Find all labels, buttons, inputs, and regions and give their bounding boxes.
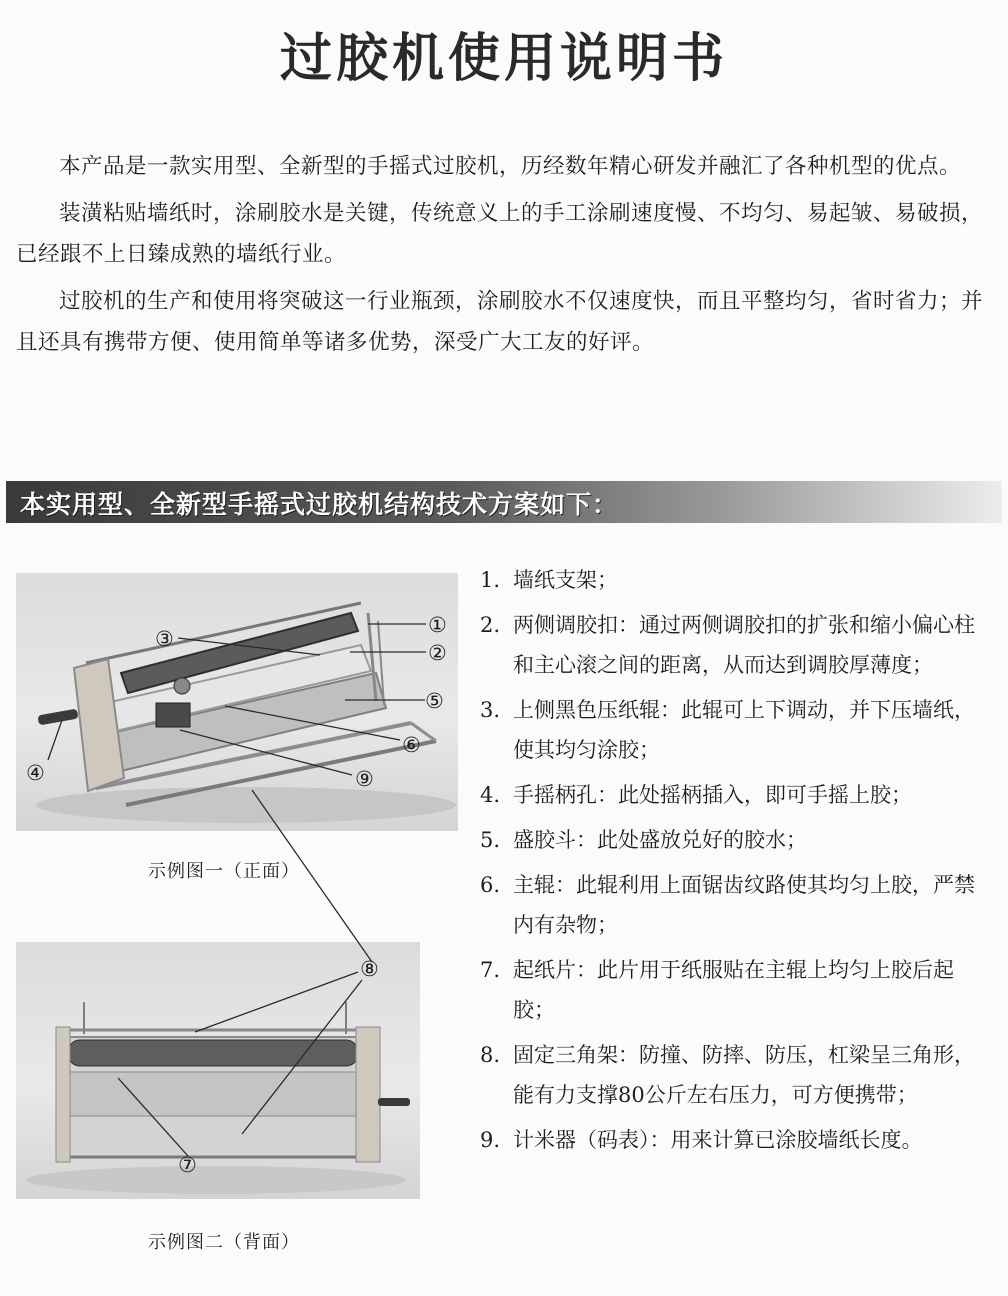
back-view-caption: 示例图二（背面） <box>148 1232 300 1253</box>
part-item <box>480 560 992 600</box>
part-item <box>480 820 992 860</box>
part-number: 3. <box>480 698 501 722</box>
part-item <box>480 690 992 770</box>
part-text: 手摇柄孔：此处摇柄插入，即可手摇上胶； <box>513 783 912 807</box>
part-text: 计米器（码表）：用来计算已涂胶墙纸长度。 <box>513 1128 923 1152</box>
part-text: 上侧黑色压纸辊：此辊可上下调动，并下压墙纸，使其均匀涂胶； <box>513 698 975 762</box>
part-item <box>480 1120 992 1160</box>
callout-marker: ⑧ <box>360 957 379 981</box>
parts-list <box>480 560 992 1165</box>
intro-paragraph: 过胶机的生产和使用将突破这一行业瓶颈，涂刷胶水不仅速度快，而且平整均匀，省时省力；并且还具有携带方便、使用简单等诸多优势，深受广大工友的好评。 <box>16 289 984 355</box>
part-number: 9. <box>480 1128 501 1152</box>
part-text: 主辊：此辊利用上面锯齿纹路使其均匀上胶，严禁内有杂物； <box>513 873 975 937</box>
callout-marker: ③ <box>155 627 174 651</box>
part-text: 起纸片：此片用于纸服贴在主辊上均匀上胶后起胶； <box>513 958 954 1022</box>
part-number: 6. <box>480 873 501 897</box>
callout-marker: ⑤ <box>425 689 444 713</box>
part-number: 2. <box>480 613 501 637</box>
part-number: 5. <box>480 828 501 852</box>
intro-paragraph: 装潢粘贴墙纸时，涂刷胶水是关键，传统意义上的手工涂刷速度慢、不均匀、易起皱、易破损，已经跟不上日臻成熟的墙纸行业。 <box>16 201 984 267</box>
part-number: 7. <box>480 958 501 982</box>
part-item <box>480 775 992 815</box>
part-number: 1. <box>480 568 501 592</box>
part-text: 盛胶斗：此处盛放兑好的胶水； <box>513 828 807 852</box>
section-banner-text: 本实用型、全新型手摇式过胶机结构技术方案如下： <box>20 490 619 519</box>
callout-marker: ④ <box>26 761 45 785</box>
part-text: 固定三角架：防撞、防摔、防压，杠梁呈三角形，能有力支撑80公斤左右压力，可方便携带； <box>513 1043 975 1107</box>
callout-marker: ⑨ <box>355 767 374 791</box>
part-item <box>480 865 992 945</box>
part-text: 两侧调胶扣：通过两侧调胶扣的扩张和缩小偏心柱和主心滚之间的距离，从而达到调胶厚薄度； <box>513 613 975 677</box>
callout-marker: ② <box>428 641 447 665</box>
part-item <box>480 1035 992 1115</box>
intro-paragraph: 本产品是一款实用型、全新型的手摇式过胶机，历经数年精心研发并融汇了各种机型的优点。 <box>59 154 962 179</box>
front-view-caption: 示例图一（正面） <box>148 861 300 882</box>
part-number: 4. <box>480 783 501 807</box>
callout-marker: ⑥ <box>402 733 421 757</box>
part-text: 墙纸支架； <box>513 568 618 592</box>
callout-marker: ① <box>428 613 447 637</box>
part-number: 8. <box>480 1043 501 1067</box>
part-item <box>480 605 992 685</box>
callout-marker: ⑦ <box>178 1153 197 1177</box>
part-item <box>480 950 992 1030</box>
page-title: 过胶机使用说明书 <box>279 29 728 89</box>
